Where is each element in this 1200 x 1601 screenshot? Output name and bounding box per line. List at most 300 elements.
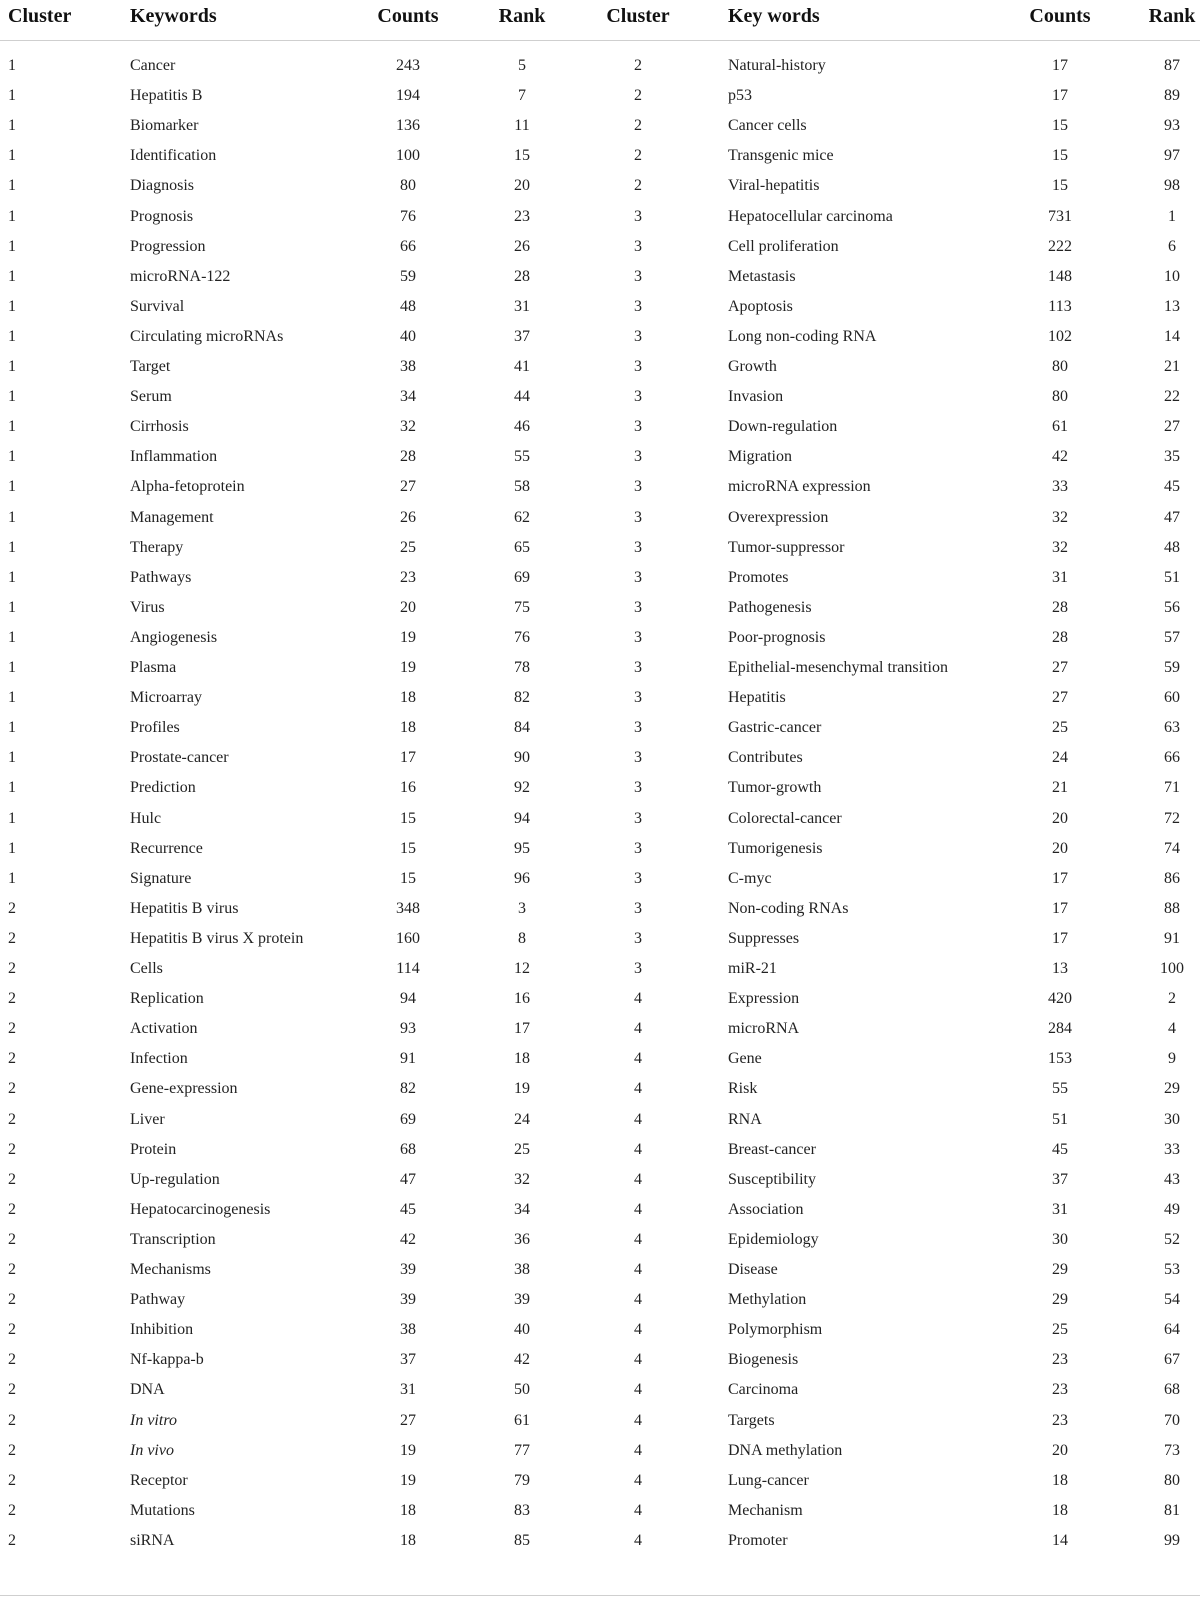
- cell-keyword-right: Overexpression: [728, 508, 829, 526]
- cell-cluster-right: 3: [634, 749, 642, 767]
- cell-keyword-right: C-myc: [728, 869, 772, 887]
- cell-cluster-left: 1: [8, 327, 16, 345]
- cell-keyword-right: microRNA expression: [728, 478, 871, 496]
- cell-count-right: 45: [1052, 1140, 1068, 1158]
- cell-count-right: 15: [1052, 177, 1068, 195]
- cell-rank-right: 30: [1164, 1110, 1180, 1128]
- cell-cluster-right: 3: [634, 779, 642, 797]
- cell-cluster-right: 3: [634, 207, 642, 225]
- table-row: [0, 864, 1200, 894]
- cell-count-left: 114: [396, 960, 420, 977]
- table-row: [0, 683, 1200, 713]
- cell-cluster-left: 1: [8, 508, 16, 526]
- table-row: [0, 472, 1200, 502]
- cell-count-right: 28: [1052, 598, 1068, 616]
- cell-count-right: 15: [1052, 117, 1068, 135]
- table-row: [0, 743, 1200, 773]
- cell-keyword-right: Tumor-growth: [728, 779, 822, 797]
- cell-cluster-right: 4: [634, 1381, 642, 1399]
- cell-keyword-right: Lung-cancer: [728, 1471, 809, 1489]
- cell-keyword-left: Virus: [130, 598, 165, 616]
- cell-count-right: 23: [1052, 1351, 1068, 1369]
- cell-count-right: 27: [1052, 689, 1068, 707]
- cell-rank-left: 38: [514, 1261, 530, 1278]
- cell-count-right: 148: [1048, 267, 1072, 285]
- table-row: [0, 1285, 1200, 1315]
- cell-rank-left: 83: [514, 1501, 530, 1519]
- cell-keyword-left: Cirrhosis: [130, 418, 189, 436]
- cell-count-right: 284: [1048, 1020, 1072, 1038]
- cell-keyword-right: Hepatitis: [728, 689, 786, 707]
- cell-keyword-left: Nf-kappa-b: [130, 1351, 204, 1369]
- table-row: [0, 713, 1200, 743]
- cell-count-left: 47: [400, 1170, 416, 1188]
- cell-cluster-right: 3: [634, 418, 642, 436]
- table-row: [0, 954, 1200, 984]
- cell-cluster-left: 1: [8, 478, 16, 496]
- cell-rank-left: 18: [514, 1050, 530, 1068]
- cell-keyword-left: Liver: [130, 1110, 165, 1128]
- cell-rank-right: 48: [1164, 538, 1180, 556]
- cell-cluster-right: 3: [634, 508, 642, 526]
- cell-rank-right: 47: [1164, 508, 1180, 526]
- table-row: [0, 593, 1200, 623]
- cell-keyword-left: Serum: [130, 388, 172, 406]
- cell-keyword-right: Association: [728, 1200, 804, 1218]
- cell-count-right: 102: [1048, 327, 1072, 345]
- cell-rank-left: 34: [514, 1200, 530, 1218]
- cell-keyword-right: Natural-history: [728, 57, 826, 74]
- cell-rank-right: 21: [1164, 358, 1180, 375]
- cell-count-right: 18: [1052, 1471, 1068, 1489]
- cell-cluster-right: 4: [634, 990, 642, 1008]
- cell-count-left: 15: [400, 869, 416, 887]
- table-row: [0, 1526, 1200, 1556]
- cell-count-left: 37: [400, 1351, 416, 1369]
- cell-count-left: 82: [400, 1080, 416, 1098]
- cell-rank-left: 7: [518, 87, 526, 105]
- cell-rank-left: 76: [514, 628, 530, 646]
- cell-count-right: 25: [1052, 1321, 1068, 1339]
- cell-count-right: 20: [1052, 809, 1068, 827]
- cell-keyword-right: Long non-coding RNA: [728, 327, 877, 345]
- cell-cluster-left: 1: [8, 839, 16, 857]
- cell-keyword-right: Mechanism: [728, 1501, 803, 1519]
- header-count-left: Counts: [377, 5, 439, 27]
- cell-cluster-left: 1: [8, 237, 16, 255]
- cell-count-right: 37: [1052, 1170, 1068, 1188]
- table-row: [0, 1315, 1200, 1345]
- cell-keyword-left: Receptor: [130, 1471, 188, 1489]
- cell-rank-left: 58: [514, 478, 530, 496]
- cell-count-left: 94: [400, 990, 416, 1008]
- cell-keyword-right: microRNA: [728, 1020, 800, 1038]
- cell-count-right: 24: [1052, 749, 1068, 767]
- cell-cluster-left: 1: [8, 147, 16, 165]
- cell-rank-right: 2: [1168, 990, 1176, 1008]
- cell-count-right: 17: [1052, 929, 1068, 947]
- cell-count-left: 27: [400, 478, 416, 496]
- cell-rank-right: 59: [1164, 659, 1180, 676]
- cell-count-left: 19: [400, 1441, 416, 1459]
- table-row: [0, 1014, 1200, 1044]
- table-row: [0, 503, 1200, 533]
- cell-rank-left: 96: [514, 869, 530, 887]
- cell-count-right: 30: [1052, 1230, 1068, 1248]
- cell-count-right: 80: [1052, 358, 1068, 375]
- cell-rank-left: 20: [514, 177, 530, 195]
- cell-keyword-left: Hepatitis B virus: [130, 899, 239, 917]
- cell-rank-left: 39: [514, 1291, 530, 1309]
- cell-rank-left: 90: [514, 749, 530, 767]
- cell-count-left: 38: [400, 1321, 416, 1339]
- cell-rank-right: 60: [1164, 689, 1180, 707]
- cell-cluster-right: 4: [634, 1230, 642, 1248]
- header-rank-right: Rank: [1148, 5, 1196, 27]
- cell-rank-right: 57: [1164, 628, 1180, 646]
- cell-keyword-left: Inflammation: [130, 448, 218, 466]
- cell-count-left: 18: [400, 1501, 416, 1519]
- cell-cluster-right: 3: [634, 839, 642, 857]
- cell-rank-left: 65: [514, 538, 530, 556]
- cell-keyword-right: Polymorphism: [728, 1321, 823, 1339]
- cell-cluster-left: 1: [8, 358, 16, 375]
- cell-rank-left: 25: [514, 1140, 530, 1158]
- cell-keyword-left: siRNA: [130, 1531, 175, 1549]
- cell-cluster-right: 3: [634, 598, 642, 616]
- cell-keyword-right: Cancer cells: [728, 117, 807, 135]
- cell-count-left: 39: [400, 1291, 416, 1309]
- cell-count-left: 19: [400, 628, 416, 646]
- cell-rank-right: 49: [1164, 1200, 1180, 1218]
- cell-cluster-left: 1: [8, 869, 16, 887]
- cell-cluster-right: 3: [634, 899, 642, 917]
- cell-count-left: 18: [400, 719, 416, 737]
- cell-rank-right: 9: [1168, 1050, 1176, 1068]
- cell-count-left: 45: [400, 1200, 416, 1218]
- cell-cluster-right: 3: [634, 719, 642, 737]
- table-row: [0, 352, 1200, 382]
- cell-rank-right: 86: [1164, 869, 1180, 887]
- cell-keyword-left: Up-regulation: [130, 1170, 220, 1188]
- cell-count-left: 80: [400, 177, 416, 195]
- cell-keyword-right: Invasion: [728, 388, 784, 406]
- cell-cluster-left: 1: [8, 297, 16, 315]
- cell-rank-right: 99: [1164, 1531, 1180, 1549]
- cell-keyword-left: Hepatitis B: [130, 87, 203, 105]
- cell-rank-right: 68: [1164, 1381, 1180, 1399]
- cell-count-right: 28: [1052, 628, 1068, 646]
- cell-cluster-left: 2: [8, 929, 16, 947]
- cell-keyword-left: Signature: [130, 869, 192, 887]
- cell-keyword-left: Target: [130, 358, 171, 375]
- cell-cluster-right: 3: [634, 327, 642, 345]
- cell-count-left: 40: [400, 327, 416, 345]
- cell-cluster-left: 2: [8, 960, 16, 977]
- cell-keyword-left: Prostate-cancer: [130, 749, 229, 767]
- cell-keyword-left: Inhibition: [130, 1321, 194, 1339]
- cell-count-right: 23: [1052, 1381, 1068, 1399]
- cell-cluster-left: 1: [8, 628, 16, 646]
- cell-count-right: 80: [1052, 388, 1068, 406]
- cell-keyword-right: Epidemiology: [728, 1230, 819, 1248]
- table-row: [0, 322, 1200, 352]
- table-row: [0, 171, 1200, 201]
- cell-cluster-right: 3: [634, 448, 642, 466]
- header-keyword-left: Keywords: [130, 5, 217, 27]
- cell-count-left: 34: [400, 388, 416, 406]
- cell-cluster-left: 1: [8, 689, 16, 707]
- cell-cluster-right: 4: [634, 1200, 642, 1218]
- cell-count-right: 113: [1048, 297, 1072, 315]
- table-row: [0, 1165, 1200, 1195]
- cell-rank-right: 56: [1164, 598, 1180, 616]
- cell-cluster-left: 1: [8, 117, 16, 135]
- table-row: [0, 1436, 1200, 1466]
- cell-rank-left: 79: [514, 1471, 530, 1489]
- cell-cluster-left: 2: [8, 1110, 16, 1128]
- cell-count-left: 39: [400, 1261, 416, 1278]
- cell-cluster-left: 1: [8, 57, 16, 74]
- cell-count-left: 28: [400, 448, 416, 466]
- cell-keyword-right: DNA methylation: [728, 1441, 843, 1459]
- cell-count-left: 31: [400, 1381, 416, 1399]
- cell-cluster-left: 2: [8, 1531, 16, 1549]
- table-row: [0, 141, 1200, 171]
- header-rank-left: Rank: [498, 5, 546, 27]
- cell-cluster-right: 4: [634, 1140, 642, 1158]
- table-row: [0, 1375, 1200, 1405]
- cell-rank-right: 98: [1164, 177, 1180, 195]
- cell-cluster-right: 4: [634, 1080, 642, 1098]
- cell-rank-right: 14: [1164, 327, 1180, 345]
- cell-keyword-right: Migration: [728, 448, 792, 466]
- cell-cluster-right: 4: [634, 1170, 642, 1188]
- header-count-right: Counts: [1029, 5, 1091, 27]
- cell-cluster-right: 3: [634, 538, 642, 556]
- cell-cluster-right: 2: [634, 57, 642, 74]
- cell-cluster-left: 2: [8, 990, 16, 1008]
- cell-rank-left: 32: [514, 1170, 530, 1188]
- cell-cluster-left: 2: [8, 1471, 16, 1489]
- cell-count-right: 55: [1052, 1080, 1068, 1098]
- cell-rank-left: 3: [518, 899, 526, 917]
- cell-cluster-right: 4: [634, 1020, 642, 1038]
- cell-rank-right: 89: [1164, 87, 1180, 105]
- cell-keyword-left: Protein: [130, 1140, 177, 1158]
- cell-count-right: 17: [1052, 87, 1068, 105]
- cell-rank-right: 27: [1164, 418, 1180, 436]
- cell-cluster-left: 2: [8, 899, 16, 917]
- cell-count-right: 21: [1052, 779, 1068, 797]
- table-row: [0, 1225, 1200, 1255]
- table-row: [0, 894, 1200, 924]
- cell-keyword-right: Growth: [728, 358, 777, 375]
- cell-cluster-left: 1: [8, 659, 16, 676]
- cell-count-right: 61: [1052, 418, 1068, 436]
- cell-count-left: 15: [400, 839, 416, 857]
- cell-cluster-left: 1: [8, 749, 16, 767]
- cell-keyword-left: Activation: [130, 1020, 198, 1038]
- table-row: [0, 1466, 1200, 1496]
- cell-count-right: 420: [1048, 990, 1072, 1008]
- cell-cluster-left: 1: [8, 779, 16, 797]
- cell-keyword-left: Mechanisms: [130, 1261, 211, 1278]
- cell-keyword-right: Risk: [728, 1080, 758, 1098]
- cell-count-right: 51: [1052, 1110, 1068, 1128]
- cell-keyword-right: Colorectal-cancer: [728, 809, 842, 827]
- cell-cluster-left: 2: [8, 1200, 16, 1218]
- cell-count-right: 25: [1052, 719, 1068, 737]
- cell-rank-right: 43: [1164, 1170, 1180, 1188]
- cell-keyword-left: Survival: [130, 297, 185, 315]
- cell-count-left: 19: [400, 1471, 416, 1489]
- cell-keyword-left: Plasma: [130, 659, 177, 676]
- cell-cluster-right: 3: [634, 237, 642, 255]
- cell-rank-left: 11: [514, 117, 530, 135]
- cell-keyword-right: Tumor-suppressor: [728, 538, 845, 556]
- cell-rank-left: 12: [514, 960, 530, 977]
- cell-rank-right: 13: [1164, 297, 1180, 315]
- cell-keyword-left: Mutations: [130, 1501, 195, 1519]
- cell-keyword-left: Management: [130, 508, 214, 526]
- cell-cluster-left: 2: [8, 1501, 16, 1519]
- cell-rank-left: 41: [514, 358, 530, 375]
- table-row: [0, 1044, 1200, 1074]
- cell-count-right: 13: [1052, 960, 1068, 977]
- cell-keyword-right: Pathogenesis: [728, 598, 812, 616]
- cell-keyword-right: Metastasis: [728, 267, 796, 285]
- cell-rank-left: 50: [514, 1381, 530, 1399]
- cell-rank-right: 29: [1164, 1080, 1180, 1098]
- cell-count-right: 20: [1052, 1441, 1068, 1459]
- table-row: [0, 111, 1200, 141]
- table-row: [0, 773, 1200, 803]
- cell-count-right: 32: [1052, 508, 1068, 526]
- cell-rank-right: 71: [1164, 779, 1180, 797]
- table-row: [0, 382, 1200, 412]
- header-cluster-left: Cluster: [8, 5, 72, 27]
- cell-keyword-right: Promotes: [728, 568, 789, 586]
- cell-keyword-right: Breast-cancer: [728, 1140, 816, 1158]
- table-row: [0, 653, 1200, 683]
- cell-keyword-left: Pathways: [130, 568, 192, 586]
- cell-rank-left: 46: [514, 418, 530, 436]
- cell-cluster-left: 2: [8, 1321, 16, 1339]
- cell-keyword-left: microRNA-122: [130, 267, 231, 285]
- cell-rank-left: 69: [514, 568, 530, 586]
- cell-rank-left: 26: [514, 237, 530, 255]
- cell-rank-left: 8: [518, 929, 526, 947]
- cell-rank-left: 94: [514, 809, 530, 827]
- cell-count-right: 17: [1052, 869, 1068, 887]
- cell-rank-left: 36: [514, 1230, 530, 1248]
- cell-count-right: 23: [1052, 1411, 1068, 1429]
- cell-keyword-left: Alpha-fetoprotein: [130, 478, 245, 496]
- table-row: [0, 81, 1200, 111]
- cell-count-right: 153: [1048, 1050, 1072, 1068]
- cell-rank-right: 81: [1164, 1501, 1180, 1519]
- table-row: [0, 834, 1200, 864]
- cell-keyword-right: Methylation: [728, 1291, 807, 1309]
- cell-rank-left: 31: [514, 297, 530, 315]
- cell-rank-left: 24: [514, 1110, 530, 1128]
- cell-rank-left: 55: [514, 448, 530, 466]
- cell-keyword-right: Non-coding RNAs: [728, 899, 849, 917]
- cell-keyword-right: Poor-prognosis: [728, 628, 826, 646]
- table-row: [0, 412, 1200, 442]
- cell-cluster-left: 1: [8, 598, 16, 616]
- cell-keyword-right: Susceptibility: [728, 1170, 816, 1188]
- cell-keyword-right: Biogenesis: [728, 1351, 799, 1369]
- cell-rank-left: 84: [514, 719, 530, 737]
- table-row: [0, 232, 1200, 262]
- cell-cluster-left: 1: [8, 809, 16, 827]
- cell-keyword-right: Apoptosis: [728, 297, 793, 315]
- table-row: [0, 1345, 1200, 1375]
- cell-count-left: 17: [400, 749, 416, 767]
- cell-keyword-left: Prediction: [130, 779, 196, 797]
- cell-rank-right: 67: [1164, 1351, 1180, 1369]
- cell-keyword-left: Gene-expression: [130, 1080, 238, 1098]
- cell-count-left: 91: [400, 1050, 416, 1068]
- cell-cluster-left: 2: [8, 1411, 16, 1429]
- cell-keyword-left: Progression: [130, 237, 206, 255]
- cell-keyword-right: Carcinoma: [728, 1381, 799, 1399]
- cell-count-right: 33: [1052, 478, 1068, 496]
- cell-cluster-left: 2: [8, 1441, 16, 1459]
- cell-keyword-right: Gene: [728, 1050, 762, 1068]
- cell-count-left: 15: [400, 809, 416, 827]
- cell-count-right: 20: [1052, 839, 1068, 857]
- cell-cluster-left: 1: [8, 538, 16, 556]
- cell-cluster-right: 4: [634, 1411, 642, 1429]
- cell-cluster-left: 1: [8, 87, 16, 105]
- cell-rank-right: 45: [1164, 478, 1180, 496]
- cell-rank-right: 52: [1164, 1230, 1180, 1248]
- header-cluster-right: Cluster: [606, 5, 670, 27]
- cell-cluster-right: 2: [634, 87, 642, 105]
- cell-keyword-left: Profiles: [130, 719, 180, 737]
- cell-rank-right: 97: [1164, 147, 1180, 165]
- cell-rank-right: 54: [1164, 1291, 1180, 1309]
- cell-count-right: 731: [1048, 207, 1072, 225]
- cell-count-left: 160: [396, 929, 420, 947]
- cell-rank-right: 10: [1164, 267, 1180, 285]
- cell-rank-left: 82: [514, 689, 530, 707]
- cell-rank-right: 22: [1164, 388, 1180, 406]
- cell-keyword-left: Biomarker: [130, 117, 199, 135]
- cell-rank-left: 28: [514, 267, 530, 285]
- cell-rank-left: 17: [514, 1020, 530, 1038]
- cell-cluster-left: 2: [8, 1170, 16, 1188]
- cell-count-left: 27: [400, 1411, 416, 1429]
- table-header-row: [0, 0, 1200, 41]
- cell-rank-right: 100: [1160, 960, 1184, 977]
- cell-rank-left: 15: [514, 147, 530, 165]
- table-row: [0, 1255, 1200, 1285]
- cell-count-right: 17: [1052, 899, 1068, 917]
- cell-rank-left: 92: [514, 779, 530, 797]
- cell-count-right: 29: [1052, 1291, 1068, 1309]
- cell-rank-right: 63: [1164, 719, 1180, 737]
- table-row: [0, 1496, 1200, 1526]
- cell-rank-right: 64: [1164, 1321, 1180, 1339]
- cell-cluster-right: 3: [634, 689, 642, 707]
- table-row: [0, 563, 1200, 593]
- cell-keyword-right: Promoter: [728, 1531, 788, 1549]
- header-keyword-right: Key words: [728, 5, 820, 27]
